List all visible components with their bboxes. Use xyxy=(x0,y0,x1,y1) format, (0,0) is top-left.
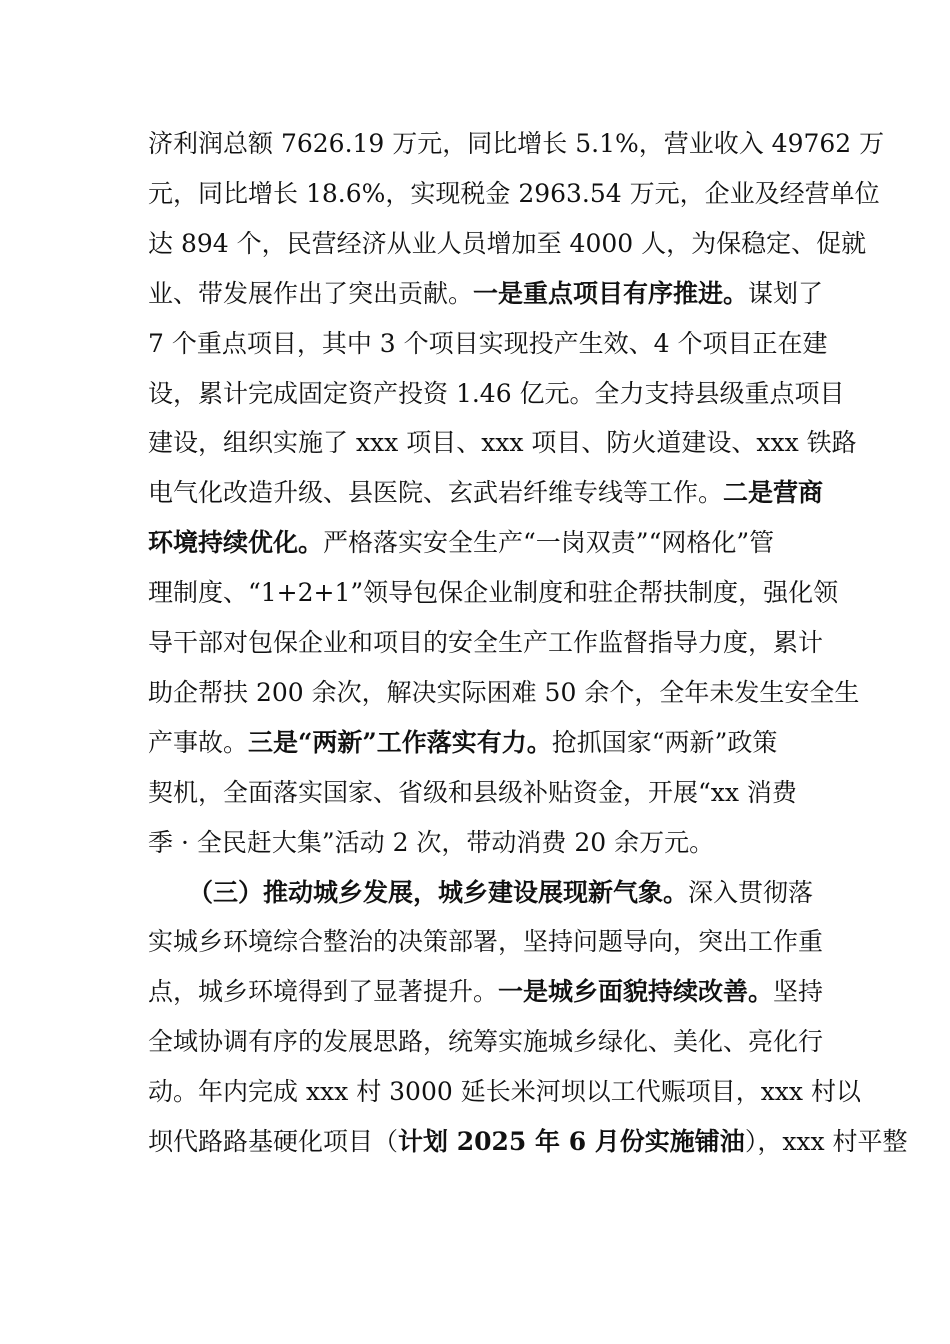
text-line xyxy=(148,621,828,665)
text-line xyxy=(148,721,828,765)
body-text-run: 理制度、“1+2+1”领导包保企业制度和驻企帮扶制度，强化领 xyxy=(148,578,839,608)
text-line xyxy=(148,122,885,166)
body-text-run: ），xxx 村平整 xyxy=(744,1127,908,1156)
text-line xyxy=(148,471,828,515)
text-line xyxy=(148,272,828,316)
text-line xyxy=(148,571,839,615)
bold-heading-text: 一是城乡面貌持续改善。 xyxy=(498,977,774,1007)
bold-heading-text: 计划 2025 年 6 月份实施铺油 xyxy=(398,1127,745,1156)
body-text-run: 抢抓国家“两新”政策 xyxy=(551,727,778,757)
body-text-run: 谋划了 xyxy=(748,278,824,308)
text-line xyxy=(148,421,857,465)
body-text-run: 严格落实安全生产“一岗双责”“网格化”管 xyxy=(323,528,775,558)
body-text-run: 导干部对包保企业和项目的安全生产工作监督指导力度，累计 xyxy=(148,628,824,657)
text-line xyxy=(148,920,828,964)
text-line xyxy=(148,1120,908,1164)
text-line xyxy=(148,821,828,865)
text-line xyxy=(148,222,867,266)
body-text-run: 坝代路路基硬化项目（ xyxy=(148,1127,399,1156)
text-line xyxy=(148,521,828,565)
body-text-run: 坚持 xyxy=(773,977,824,1007)
body-text-run: 建设，组织实施了 xxx 项目、xxx 项目、防火道建设、xxx 铁路 xyxy=(148,428,857,458)
body-text-run: 助企帮扶 200 余次，解决实际困难 50 余个，全年未发生安全生 xyxy=(148,677,860,707)
body-text-run: 7 个重点项目，其中 3 个项目实现投产生效、4 个项目正在建 xyxy=(148,328,828,358)
bold-heading-text: 三是“两新”工作落实有力。 xyxy=(248,727,552,757)
body-text-run: 全域协调有序的发展思路，统筹实施城乡绿化、美化、亮化行 xyxy=(148,1027,824,1057)
body-text-run: 点，城乡环境得到了显著提升。 xyxy=(148,977,499,1007)
body-text-run: 济利润总额 7626.19 万元，同比增长 5.1%，营业收入 49762 万 xyxy=(148,129,885,158)
body-text-run: 设，累计完成固定资产投资 1.46 亿元。全力支持县级重点项目 xyxy=(148,378,845,408)
bold-heading-text: 一是重点项目有序推进。 xyxy=(473,278,749,308)
body-text-run: 元，同比增长 18.6%，实现税金 2963.54 万元，企业及经营单位 xyxy=(148,178,880,208)
text-line xyxy=(148,671,860,715)
body-text-run: 业、带发展作出了突出贡献。 xyxy=(148,278,474,308)
body-text-run: 深入贯彻落 xyxy=(688,877,814,907)
body-text-run: 动。年内完成 xxx 村 3000 延长米河坝以工代赈项目，xxx 村以 xyxy=(148,1077,861,1107)
body-text-run: 电气化改造升级、县医院、玄武岩纤维专线等工作。 xyxy=(148,478,724,508)
text-line xyxy=(148,1020,828,1064)
text-line xyxy=(148,871,868,915)
text-line xyxy=(148,372,845,416)
text-line xyxy=(148,172,880,216)
body-text-run: 契机，全面落实国家、省级和县级补贴资金，开展“xx 消费 xyxy=(148,777,797,807)
text-line xyxy=(148,970,828,1014)
bold-heading-text: 环境持续优化。 xyxy=(148,528,324,558)
body-text-run: 实城乡环境综合整治的决策部署，坚持问题导向，突出工作重 xyxy=(148,927,824,957)
bold-heading-text: 二是营商 xyxy=(723,478,824,508)
body-text-run: 产事故。 xyxy=(148,727,249,757)
body-text-run: 达 894 个，民营经济从业人员增加至 4000 人，为保稳定、促就 xyxy=(148,228,867,258)
body-text-run: 季 · 全民赶大集”活动 2 次，带动消费 20 余万元。 xyxy=(148,827,715,857)
text-line xyxy=(148,771,828,815)
bold-heading-text: （三）推动城乡发展，城乡建设展现新气象。 xyxy=(188,877,689,907)
text-line xyxy=(148,322,828,366)
text-line xyxy=(148,1070,861,1114)
